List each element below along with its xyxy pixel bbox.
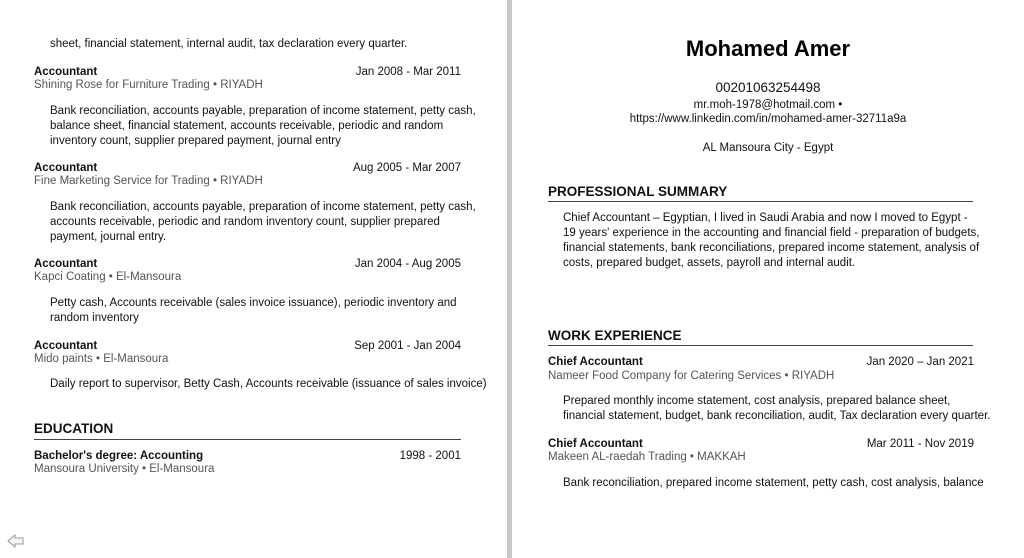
job-description: Bank reconciliation, accounts payable, preparation of income statement, petty cash, accounts receivable, periodic and random inventory count, supplier prepared payment, journal entry. — [50, 201, 476, 243]
job-title: Accountant — [34, 66, 98, 78]
email-address: mr.moh-1978@hotmail.com • — [693, 99, 843, 111]
back-arrow-icon[interactable] — [6, 533, 26, 549]
linkedin-url: https://www.linkedin.com/in/mohamed-amer-32711a9a — [629, 113, 907, 125]
summary-text: Chief Accountant – Egyptian, I lived in Saudi Arabia and now I moved to Egypt - 19 years' experience in the accounting and financial field - preparation of budgets, financial statements, bank reconciliations, prepared income statement, analysis of costs, prepared budget, assets, payroll and internal audit. — [563, 212, 980, 269]
resume-page-2 — [0, 0, 507, 558]
job-dates: Jan 2020 – Jan 2021 — [866, 356, 974, 368]
section-heading-education: EDUCATION — [34, 421, 114, 436]
job-title: Chief Accountant — [548, 356, 643, 368]
job-dates: Aug 2005 - Mar 2007 — [352, 162, 461, 174]
job-company: Nameer Food Company for Catering Services • RIYADH — [548, 370, 835, 382]
location: AL Mansoura City - Egypt — [702, 142, 834, 154]
job-title: Chief Accountant — [548, 438, 643, 450]
job-dates: Jan 2008 - Mar 2011 — [355, 66, 461, 78]
section-divider — [34, 439, 461, 440]
section-heading-summary: PROFESSIONAL SUMMARY — [548, 184, 728, 199]
phone-number: 00201063254498 — [715, 80, 821, 95]
job-dates: Sep 2001 - Jan 2004 — [354, 340, 461, 352]
job-title: Accountant — [34, 162, 98, 174]
section-divider — [548, 201, 973, 202]
job-company: Makeen AL-raedah Trading • MAKKAH — [548, 451, 746, 463]
degree-title: Bachelor's degree: Accounting — [34, 450, 204, 462]
job-title: Accountant — [34, 340, 98, 352]
continued-description: sheet, financial statement, internal audit, tax declaration every quarter. — [50, 38, 408, 50]
job-dates: Mar 2011 - Nov 2019 — [866, 438, 974, 450]
job-company: Fine Marketing Service for Trading • RIYADH — [34, 175, 263, 187]
job-company: Mido paints • El-Mansoura — [34, 353, 169, 365]
job-dates: Jan 2004 - Aug 2005 — [354, 258, 461, 270]
job-description: Petty cash, Accounts receivable (sales invoice issuance), periodic inventory and random inventory — [50, 297, 457, 324]
job-company: Shining Rose for Furniture Trading • RIYADH — [34, 79, 263, 91]
candidate-name: Mohamed Amer — [685, 36, 851, 61]
job-description: Prepared monthly income statement, cost analysis, prepared balance sheet, financial statement, budget, bank reconciliation, audit, Tax declaration every quarter. — [563, 395, 991, 422]
section-heading-work-experience: WORK EXPERIENCE — [548, 328, 682, 343]
degree-dates: 1998 - 2001 — [399, 450, 461, 462]
school-name: Mansoura University • El-Mansoura — [34, 463, 215, 475]
resume-page-1 — [512, 0, 1024, 558]
job-company: Kapci Coating • El-Mansoura — [34, 271, 182, 283]
job-description: Bank reconciliation, accounts payable, preparation of income statement, petty cash, balance sheet, financial statement, accounts receivable, periodic and random inventory count, supplier prepared payment, journal entry — [50, 105, 476, 147]
section-divider — [548, 345, 973, 346]
job-description: Bank reconciliation, prepared income statement, petty cash, cost analysis, balance — [563, 477, 984, 489]
job-title: Accountant — [34, 258, 98, 270]
job-description: Daily report to supervisor, Betty Cash, Accounts receivable (issuance of sales invoice) — [50, 378, 487, 390]
